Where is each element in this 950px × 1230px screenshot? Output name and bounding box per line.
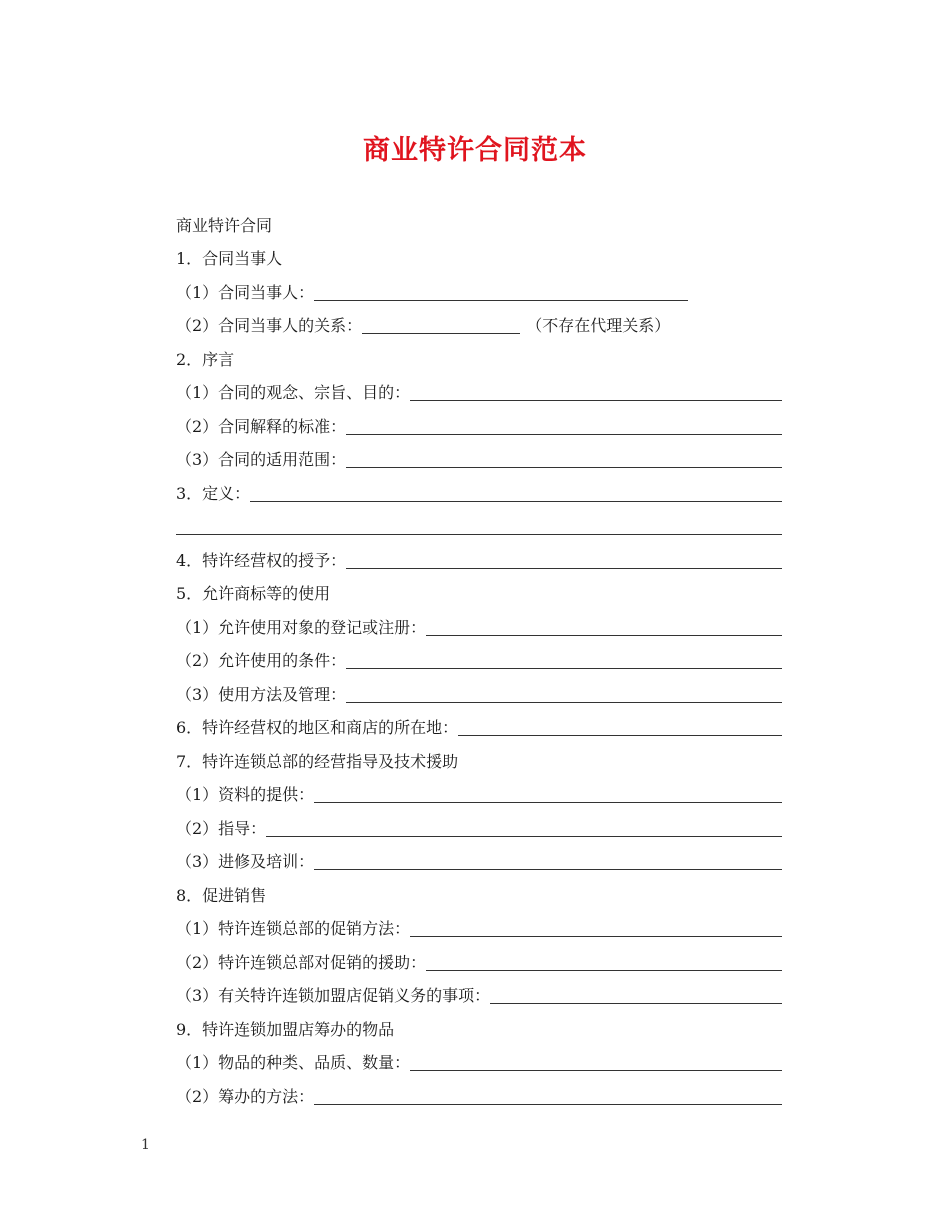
- clause-1-1: [176, 270, 782, 304]
- clause-2-3: [176, 438, 782, 472]
- clause-label: （3）使用方法及管理：: [176, 684, 347, 704]
- clause-5-2: [176, 639, 782, 673]
- blank-field[interactable]: [314, 1087, 782, 1105]
- blank-field[interactable]: [314, 852, 782, 870]
- clause-label: （2）指导：: [176, 818, 267, 838]
- doc-heading: [176, 203, 782, 237]
- clause-label: （1）物品的种类、品质、数量：: [176, 1053, 411, 1072]
- document-title: 商业特许合同范本: [363, 135, 587, 166]
- blank-field[interactable]: [314, 785, 782, 803]
- blank-field[interactable]: [346, 651, 782, 669]
- blank-field[interactable]: [266, 819, 782, 837]
- clause-label: （1）特许连锁总部的促销方法：: [176, 919, 411, 938]
- blank-field[interactable]: [490, 986, 782, 1004]
- clause-label: （1）资料的提供：: [176, 785, 315, 804]
- blank-field[interactable]: [346, 551, 782, 569]
- clause-2-2: [176, 404, 782, 438]
- clause-8-3: [176, 974, 782, 1008]
- clause-1-2: [176, 304, 782, 338]
- clause-9-2: [176, 1074, 782, 1108]
- section-label: 7．特许连锁总部的经营指导及技术援助: [176, 751, 459, 771]
- blank-field[interactable]: [410, 383, 782, 401]
- blank-field[interactable]: [362, 316, 520, 334]
- document-body: [176, 203, 782, 1108]
- blank-field[interactable]: [410, 1053, 782, 1071]
- blank-field[interactable]: [250, 484, 782, 502]
- section-label: 1．合同当事人: [176, 249, 283, 268]
- section-5-heading: [176, 572, 782, 606]
- clause-label: （3）合同的适用范围：: [176, 450, 347, 469]
- blank-field[interactable]: [346, 685, 782, 703]
- section-label: 3．定义：: [176, 483, 251, 503]
- blank-field[interactable]: [346, 450, 782, 468]
- clause-8-1: [176, 907, 782, 941]
- clause-label: （2）合同解释的标准：: [176, 416, 347, 436]
- section-label: 8．促进销售: [176, 885, 267, 905]
- clause-note: （不存在代理关系）: [526, 316, 671, 335]
- clause-label: （2）允许使用的条件：: [176, 651, 347, 670]
- clause-9-1: [176, 1041, 782, 1075]
- clause-7-3: [176, 840, 782, 874]
- section-3-continuation: [176, 505, 782, 539]
- blank-field[interactable]: [176, 517, 782, 535]
- blank-field[interactable]: [426, 618, 782, 636]
- clause-label: （3）有关特许连锁加盟店促销义务的事项：: [176, 986, 491, 1005]
- clause-label: （1）合同的观念、宗旨、目的：: [176, 383, 411, 402]
- section-2-heading: [176, 337, 782, 371]
- section-9-heading: [176, 1007, 782, 1041]
- section-1-heading: [176, 237, 782, 271]
- section-label: 5．允许商标等的使用: [176, 584, 331, 603]
- heading-text: 商业特许合同: [176, 215, 273, 235]
- section-3: [176, 471, 782, 505]
- section-label: 6．特许经营权的地区和商店的所在地：: [176, 718, 459, 737]
- clause-5-3: [176, 672, 782, 706]
- clause-2-1: [176, 371, 782, 405]
- clause-label: （2）筹办的方法：: [176, 1086, 315, 1106]
- clause-5-1: [176, 605, 782, 639]
- clause-7-2: [176, 806, 782, 840]
- clause-label: （2）合同当事人的关系：: [176, 316, 363, 335]
- section-8-heading: [176, 873, 782, 907]
- clause-7-1: [176, 773, 782, 807]
- blank-field[interactable]: [314, 283, 688, 301]
- blank-field[interactable]: [346, 417, 782, 435]
- clause-8-2: [176, 940, 782, 974]
- page-number: 1: [141, 1137, 150, 1153]
- blank-field[interactable]: [426, 953, 782, 971]
- clause-label: （3）进修及培训：: [176, 852, 315, 871]
- section-label: 9．特许连锁加盟店筹办的物品: [176, 1019, 395, 1039]
- section-label: 4．特许经营权的授予：: [176, 550, 347, 570]
- blank-field[interactable]: [410, 919, 782, 937]
- section-7-heading: [176, 739, 782, 773]
- clause-label: （2）特许连锁总部对促销的援助：: [176, 952, 427, 972]
- clause-label: （1）允许使用对象的登记或注册：: [176, 617, 427, 637]
- clause-label: （1）合同当事人：: [176, 282, 315, 302]
- section-label: 2．序言: [176, 349, 235, 369]
- section-6: [176, 706, 782, 740]
- section-4: [176, 538, 782, 572]
- blank-field[interactable]: [458, 718, 782, 736]
